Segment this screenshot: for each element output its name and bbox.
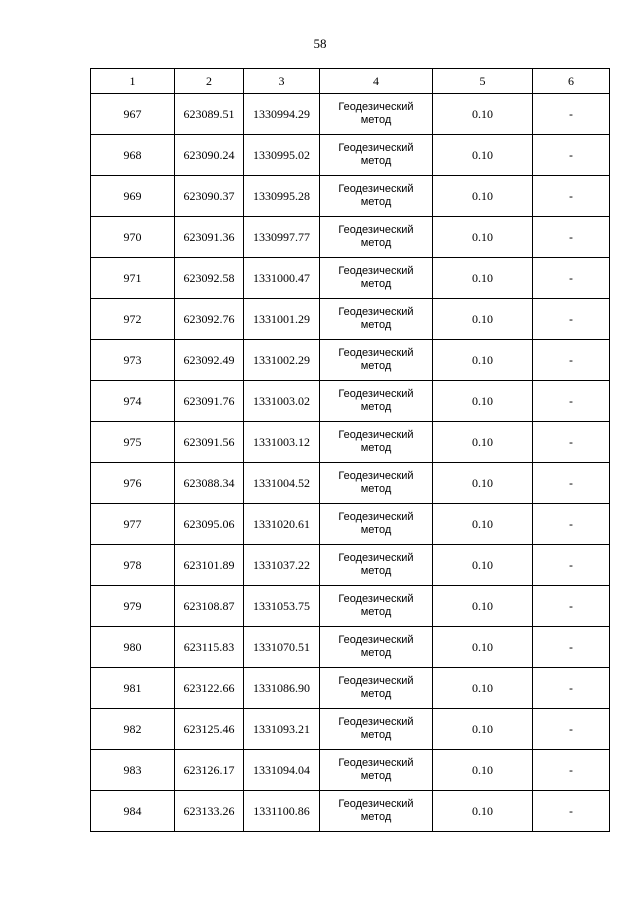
point-number-cell: 968 xyxy=(91,135,175,176)
x-coordinate-cell: 623091.36 xyxy=(175,217,244,258)
accuracy-cell: 0.10 xyxy=(433,381,533,422)
method-line-2: метод xyxy=(360,647,392,659)
note-cell: - xyxy=(533,135,610,176)
method-cell xyxy=(320,299,433,340)
note-cell: - xyxy=(533,668,610,709)
accuracy-cell: 0.10 xyxy=(433,422,533,463)
method-line-2: метод xyxy=(360,606,392,618)
method-line-1: Геодезический xyxy=(338,429,414,441)
x-coordinate-cell: 623108.87 xyxy=(175,586,244,627)
table-row xyxy=(91,258,610,299)
note-cell: - xyxy=(533,94,610,135)
method-line-2: метод xyxy=(360,114,392,126)
table-row xyxy=(91,627,610,668)
accuracy-cell: 0.10 xyxy=(433,791,533,832)
method-line-2: метод xyxy=(360,442,392,454)
point-number-cell: 973 xyxy=(91,340,175,381)
point-number-cell: 970 xyxy=(91,217,175,258)
point-number-cell: 975 xyxy=(91,422,175,463)
method-line-1: Геодезический xyxy=(338,101,414,113)
method-line-1: Геодезический xyxy=(338,388,414,400)
method-line-1: Геодезический xyxy=(338,757,414,769)
method-line-2: метод xyxy=(360,811,392,823)
table-row xyxy=(91,381,610,422)
note-cell: - xyxy=(533,504,610,545)
method-line-1: Геодезический xyxy=(338,593,414,605)
method-line-2: метод xyxy=(360,155,392,167)
note-cell: - xyxy=(533,627,610,668)
method-line-2: метод xyxy=(360,401,392,413)
note-cell: - xyxy=(533,340,610,381)
accuracy-cell: 0.10 xyxy=(433,135,533,176)
method-line-2: метод xyxy=(360,319,392,331)
method-cell xyxy=(320,709,433,750)
point-number-cell: 981 xyxy=(91,668,175,709)
table-row xyxy=(91,135,610,176)
x-coordinate-cell: 623089.51 xyxy=(175,94,244,135)
method-line-2: метод xyxy=(360,360,392,372)
x-coordinate-cell: 623122.66 xyxy=(175,668,244,709)
point-number-cell: 971 xyxy=(91,258,175,299)
note-cell: - xyxy=(533,217,610,258)
x-coordinate-cell: 623092.76 xyxy=(175,299,244,340)
table-row xyxy=(91,94,610,135)
y-coordinate-cell: 1331086.90 xyxy=(244,668,320,709)
method-cell xyxy=(320,94,433,135)
x-coordinate-cell: 623133.26 xyxy=(175,791,244,832)
method-line-1: Геодезический xyxy=(338,183,414,195)
accuracy-cell: 0.10 xyxy=(433,463,533,504)
y-coordinate-cell: 1331093.21 xyxy=(244,709,320,750)
coordinates-table xyxy=(90,68,610,832)
x-coordinate-cell: 623101.89 xyxy=(175,545,244,586)
method-cell xyxy=(320,668,433,709)
method-line-2: метод xyxy=(360,196,392,208)
point-number-cell: 982 xyxy=(91,709,175,750)
table-header-row xyxy=(91,69,610,94)
note-cell: - xyxy=(533,750,610,791)
accuracy-cell: 0.10 xyxy=(433,258,533,299)
point-number-cell: 979 xyxy=(91,586,175,627)
method-cell xyxy=(320,586,433,627)
point-number-cell: 969 xyxy=(91,176,175,217)
accuracy-cell: 0.10 xyxy=(433,627,533,668)
x-coordinate-cell: 623091.56 xyxy=(175,422,244,463)
table-row xyxy=(91,217,610,258)
method-line-1: Геодезический xyxy=(338,265,414,277)
note-cell: - xyxy=(533,299,610,340)
method-line-1: Геодезический xyxy=(338,347,414,359)
x-coordinate-cell: 623125.46 xyxy=(175,709,244,750)
method-line-2: метод xyxy=(360,565,392,577)
table-row xyxy=(91,422,610,463)
note-cell: - xyxy=(533,176,610,217)
table-row xyxy=(91,299,610,340)
method-line-2: метод xyxy=(360,483,392,495)
accuracy-cell: 0.10 xyxy=(433,668,533,709)
x-coordinate-cell: 623090.24 xyxy=(175,135,244,176)
y-coordinate-cell: 1331003.02 xyxy=(244,381,320,422)
accuracy-cell: 0.10 xyxy=(433,750,533,791)
y-coordinate-cell: 1331037.22 xyxy=(244,545,320,586)
method-cell xyxy=(320,381,433,422)
table-row xyxy=(91,176,610,217)
y-coordinate-cell: 1331070.51 xyxy=(244,627,320,668)
note-cell: - xyxy=(533,463,610,504)
method-line-2: метод xyxy=(360,237,392,249)
table-row xyxy=(91,463,610,504)
y-coordinate-cell: 1331004.52 xyxy=(244,463,320,504)
accuracy-cell: 0.10 xyxy=(433,299,533,340)
method-cell xyxy=(320,340,433,381)
point-number-cell: 984 xyxy=(91,791,175,832)
table-row xyxy=(91,791,610,832)
method-line-1: Геодезический xyxy=(338,142,414,154)
x-coordinate-cell: 623115.83 xyxy=(175,627,244,668)
point-number-cell: 980 xyxy=(91,627,175,668)
y-coordinate-cell: 1331000.47 xyxy=(244,258,320,299)
table-body xyxy=(91,94,610,832)
accuracy-cell: 0.10 xyxy=(433,176,533,217)
y-coordinate-cell: 1331001.29 xyxy=(244,299,320,340)
accuracy-cell: 0.10 xyxy=(433,217,533,258)
method-cell xyxy=(320,627,433,668)
x-coordinate-cell: 623088.34 xyxy=(175,463,244,504)
method-cell xyxy=(320,258,433,299)
page-number: 58 xyxy=(313,36,327,51)
table-row xyxy=(91,340,610,381)
point-number-cell: 977 xyxy=(91,504,175,545)
y-coordinate-cell: 1331020.61 xyxy=(244,504,320,545)
table-row xyxy=(91,504,610,545)
header-cell: 1 xyxy=(91,69,175,94)
method-line-2: метод xyxy=(360,770,392,782)
method-cell xyxy=(320,422,433,463)
x-coordinate-cell: 623092.49 xyxy=(175,340,244,381)
method-line-2: метод xyxy=(360,729,392,741)
table-row xyxy=(91,545,610,586)
y-coordinate-cell: 1330994.29 xyxy=(244,94,320,135)
method-line-2: метод xyxy=(360,524,392,536)
accuracy-cell: 0.10 xyxy=(433,586,533,627)
y-coordinate-cell: 1330995.02 xyxy=(244,135,320,176)
method-cell xyxy=(320,504,433,545)
method-line-1: Геодезический xyxy=(338,306,414,318)
point-number-cell: 983 xyxy=(91,750,175,791)
y-coordinate-cell: 1331053.75 xyxy=(244,586,320,627)
method-line-1: Геодезический xyxy=(338,552,414,564)
accuracy-cell: 0.10 xyxy=(433,94,533,135)
x-coordinate-cell: 623126.17 xyxy=(175,750,244,791)
point-number-cell: 967 xyxy=(91,94,175,135)
x-coordinate-cell: 623095.06 xyxy=(175,504,244,545)
method-line-1: Геодезический xyxy=(338,716,414,728)
table-row xyxy=(91,668,610,709)
y-coordinate-cell: 1331003.12 xyxy=(244,422,320,463)
note-cell: - xyxy=(533,422,610,463)
x-coordinate-cell: 623090.37 xyxy=(175,176,244,217)
method-cell xyxy=(320,217,433,258)
accuracy-cell: 0.10 xyxy=(433,709,533,750)
header-cell: 4 xyxy=(320,69,433,94)
method-line-1: Геодезический xyxy=(338,511,414,523)
note-cell: - xyxy=(533,586,610,627)
header-cell: 2 xyxy=(175,69,244,94)
accuracy-cell: 0.10 xyxy=(433,340,533,381)
point-number-cell: 974 xyxy=(91,381,175,422)
header-cell: 6 xyxy=(533,69,610,94)
y-coordinate-cell: 1331002.29 xyxy=(244,340,320,381)
method-line-1: Геодезический xyxy=(338,224,414,236)
method-line-1: Геодезический xyxy=(338,470,414,482)
point-number-cell: 976 xyxy=(91,463,175,504)
method-cell xyxy=(320,463,433,504)
y-coordinate-cell: 1330995.28 xyxy=(244,176,320,217)
note-cell: - xyxy=(533,709,610,750)
method-line-2: метод xyxy=(360,278,392,290)
method-cell xyxy=(320,135,433,176)
y-coordinate-cell: 1331094.04 xyxy=(244,750,320,791)
method-line-1: Геодезический xyxy=(338,634,414,646)
method-cell xyxy=(320,750,433,791)
header-cell: 5 xyxy=(433,69,533,94)
method-line-1: Геодезический xyxy=(338,675,414,687)
point-number-cell: 978 xyxy=(91,545,175,586)
note-cell: - xyxy=(533,381,610,422)
point-number-cell: 972 xyxy=(91,299,175,340)
note-cell: - xyxy=(533,545,610,586)
method-line-1: Геодезический xyxy=(338,798,414,810)
method-cell xyxy=(320,791,433,832)
table-row xyxy=(91,750,610,791)
y-coordinate-cell: 1330997.77 xyxy=(244,217,320,258)
x-coordinate-cell: 623092.58 xyxy=(175,258,244,299)
note-cell: - xyxy=(533,791,610,832)
method-line-2: метод xyxy=(360,688,392,700)
method-cell xyxy=(320,545,433,586)
note-cell: - xyxy=(533,258,610,299)
table-row xyxy=(91,586,610,627)
header-cell: 3 xyxy=(244,69,320,94)
table-row xyxy=(91,709,610,750)
accuracy-cell: 0.10 xyxy=(433,504,533,545)
method-cell xyxy=(320,176,433,217)
accuracy-cell: 0.10 xyxy=(433,545,533,586)
x-coordinate-cell: 623091.76 xyxy=(175,381,244,422)
y-coordinate-cell: 1331100.86 xyxy=(244,791,320,832)
